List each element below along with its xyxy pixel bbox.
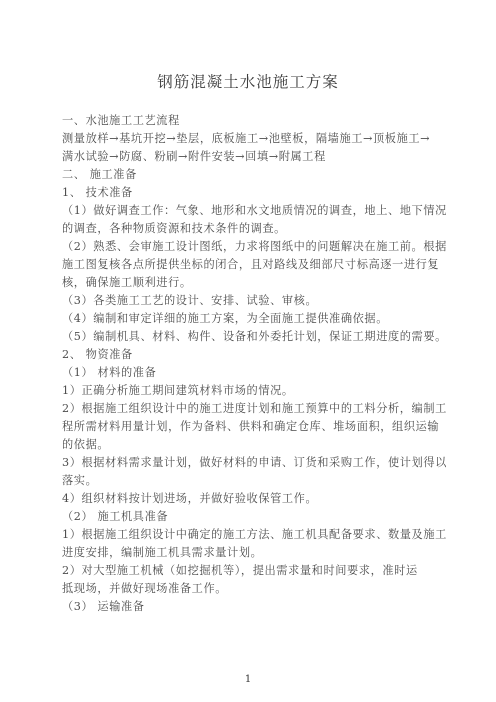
subsection-heading: 2、 物资准备 — [62, 348, 133, 361]
subsection-heading: （1） 材料的准备 — [62, 366, 157, 379]
paragraph-line: 进度安排，编制施工机具需求量计划。 — [62, 546, 263, 559]
section-heading: 二、 施工准备 — [62, 168, 137, 181]
section-heading: 一、水池施工工艺流程 — [62, 114, 180, 127]
subsection-heading: 1、 技术准备 — [62, 186, 133, 199]
paragraph-line: 核，确保施工顺利进行。 — [62, 276, 192, 289]
subsection-heading: （2） 施工机具准备 — [62, 510, 169, 523]
paragraph-line: 满水试验→防腐、粉刷→附件安装→回填→附属工程 — [62, 150, 326, 163]
subsection-heading: （3） 运输准备 — [62, 600, 145, 613]
paragraph-line: （5）编制机具、材料、构件、设备和外委托计划，保证工期进度的需要。 — [62, 330, 447, 343]
paragraph-line: 施工图复核各点所提供坐标的闭合，且对路线及细部尺寸标高逐一进行复 — [62, 258, 440, 271]
paragraph-line: （2）熟悉、会审施工设计图纸，力求将图纸中的问题解决在施工前。根据 — [62, 240, 447, 253]
paragraph-line: 2）对大型施工机械（如挖掘机等），提出需求量和时间要求，准时运 — [62, 564, 418, 577]
document-title: 钢筋混凝土水池施工方案 — [157, 73, 339, 91]
paragraph-line: （4）编制和审定详细的施工方案，为全面施工提供准确依据。 — [62, 312, 388, 325]
paragraph-line: 的依据。 — [62, 438, 110, 451]
paragraph-line: （3）各类施工工艺的设计、安排、试验、审核。 — [62, 294, 318, 307]
paragraph-line: 的调查，各种物质资源和技术条件的调查。 — [62, 222, 286, 235]
paragraph-line: 程所需材料用量计划，作为备料、供料和确定仓库、堆场面积，组织运输 — [62, 420, 440, 433]
paragraph-line: 测量放样→基坑开挖→垫层，底板施工→池壁板，隔墙施工→顶板施工→ — [62, 132, 431, 145]
paragraph-line: 4）组织材料按计划进场，并做好验收保管工作。 — [62, 492, 318, 505]
paragraph-line: 1）根据施工组织设计中确定的施工方法、施工机具配备要求、数量及施工 — [62, 528, 447, 541]
paragraph-line: 落实。 — [62, 474, 98, 487]
paragraph-line: 2）根据施工组织设计中的施工进度计划和施工预算中的工料分析，编制工 — [62, 402, 447, 415]
paragraph-line: （1）做好调查工作：气象、地形和水文地质情况的调查，地上、地下情况 — [62, 204, 447, 217]
paragraph-line: 1）正确分析施工期间建筑材料市场的情况。 — [62, 384, 294, 397]
paragraph-line: 3）根据材料需求量计划，做好材料的申请、订货和采购工作，使计划得以 — [62, 456, 447, 469]
page-number: 1 — [244, 674, 252, 685]
paragraph-line: 抵现场，并做好现场准备工作。 — [62, 582, 228, 595]
